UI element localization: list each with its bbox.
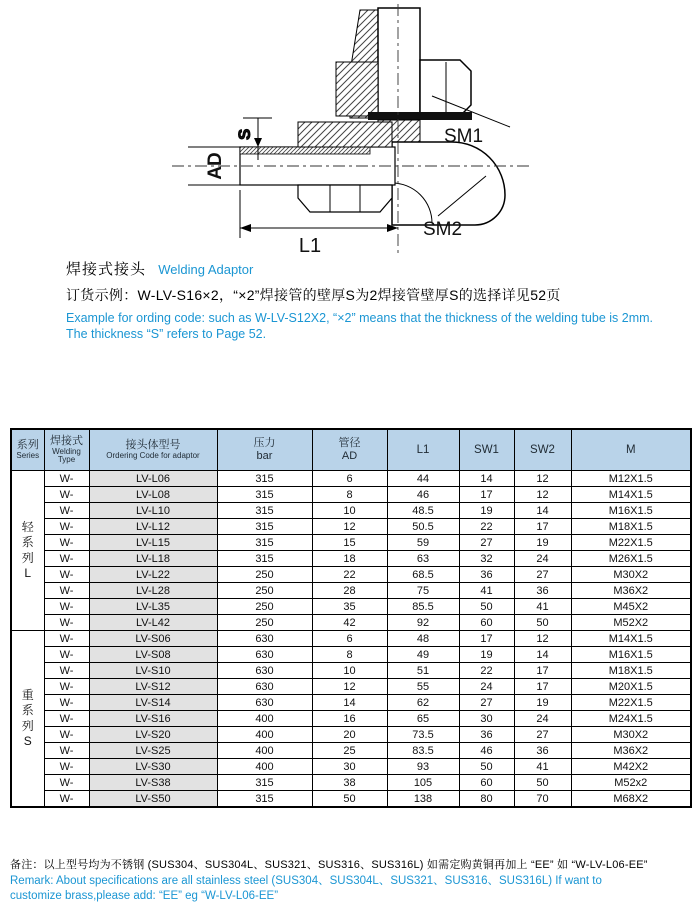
table-cell: 49: [387, 647, 459, 663]
order-example: 订货示例：W-LV-S16×2，“×2”焊接管的壁厚S为2焊接管壁厚S的选择详见52页: [66, 287, 561, 303]
spec-table-wrap: [10, 428, 692, 808]
elbow-corner: [392, 142, 505, 225]
table-cell: 24: [514, 711, 571, 727]
col-header-sw1: SW1: [459, 429, 514, 471]
table-cell: 12: [514, 487, 571, 503]
table-cell: 50: [514, 615, 571, 631]
table-cell: 92: [387, 615, 459, 631]
col-header-m: M: [571, 429, 691, 471]
spec-table-body: [11, 471, 691, 808]
table-row: [11, 647, 691, 663]
dim-label-l1: L1: [298, 235, 322, 257]
table-cell: 138: [387, 791, 459, 808]
table-cell: 315: [217, 535, 312, 551]
ordering-code-cell: LV-S06: [89, 631, 217, 647]
table-cell: 65: [387, 711, 459, 727]
table-cell: 93: [387, 759, 459, 775]
table-cell: W-: [44, 471, 89, 487]
ordering-code-cell: LV-L10: [89, 503, 217, 519]
table-cell: W-: [44, 551, 89, 567]
table-cell: M24X1.5: [571, 711, 691, 727]
table-cell: 315: [217, 551, 312, 567]
table-cell: W-: [44, 679, 89, 695]
ordering-code-cell: LV-S08: [89, 647, 217, 663]
col-header-sw2: SW2: [514, 429, 571, 471]
ordering-code-cell: LV-L06: [89, 471, 217, 487]
table-cell: 14: [514, 647, 571, 663]
table-cell: 17: [459, 487, 514, 503]
table-row: [11, 567, 691, 583]
table-cell: 51: [387, 663, 459, 679]
table-row: [11, 759, 691, 775]
table-cell: 41: [514, 759, 571, 775]
remark-en-line2: customize brass,please add: “EE” eg “W-LV-L06-EE”: [10, 890, 279, 903]
table-cell: 63: [387, 551, 459, 567]
table-row: [11, 551, 691, 567]
table-cell: 36: [459, 727, 514, 743]
table-row: [11, 775, 691, 791]
table-cell: M52X2: [571, 615, 691, 631]
ordering-code-cell: LV-S12: [89, 679, 217, 695]
table-row: [11, 791, 691, 808]
table-cell: 75: [387, 583, 459, 599]
remark-zh: 备注：以上型号均为不锈钢 (SUS304、SUS304L、SUS321、SUS316、SUS316L) 如需定购黄铜再加上 “EE” 如 “W-LV-L06-EE”: [10, 859, 648, 871]
table-cell: 55: [387, 679, 459, 695]
table-cell: 41: [459, 583, 514, 599]
table-cell: 85.5: [387, 599, 459, 615]
table-cell: M22X1.5: [571, 535, 691, 551]
ordering-code-cell: LV-L15: [89, 535, 217, 551]
table-cell: 27: [459, 535, 514, 551]
remark-block: [10, 856, 696, 904]
table-cell: W-: [44, 743, 89, 759]
dim-label-s: S: [235, 128, 254, 140]
table-row: [11, 487, 691, 503]
table-row: [11, 743, 691, 759]
table-cell: 400: [217, 711, 312, 727]
table-cell: W-: [44, 535, 89, 551]
ordering-code-cell: LV-L12: [89, 519, 217, 535]
table-cell: 315: [217, 791, 312, 808]
table-row: [11, 583, 691, 599]
table-cell: 30: [459, 711, 514, 727]
ordering-code-cell: LV-S25: [89, 743, 217, 759]
table-cell: 20: [312, 727, 387, 743]
table-cell: 14: [459, 471, 514, 487]
table-cell: M20X1.5: [571, 679, 691, 695]
label-sm2: SM2: [423, 219, 463, 240]
table-cell: 14: [514, 503, 571, 519]
table-row: [11, 535, 691, 551]
col-header-l1: L1: [387, 429, 459, 471]
order-example-en-line2: The thickness “S” refers to Page 52.: [66, 327, 267, 342]
technical-drawing: [0, 0, 698, 258]
table-cell: 6: [312, 631, 387, 647]
table-cell: 38: [312, 775, 387, 791]
col-header-series: 系列 Series: [11, 429, 44, 471]
table-cell: 315: [217, 471, 312, 487]
table-row: [11, 519, 691, 535]
table-cell: 250: [217, 567, 312, 583]
table-cell: 17: [514, 519, 571, 535]
table-row: [11, 711, 691, 727]
table-cell: M18X1.5: [571, 519, 691, 535]
series-label: 重 系 列 S: [11, 631, 44, 808]
ordering-code-cell: LV-L28: [89, 583, 217, 599]
table-cell: 24: [459, 679, 514, 695]
table-row: [11, 599, 691, 615]
table-cell: W-: [44, 567, 89, 583]
table-cell: 630: [217, 679, 312, 695]
table-cell: M22X1.5: [571, 695, 691, 711]
table-cell: W-: [44, 583, 89, 599]
table-cell: 27: [514, 727, 571, 743]
table-row: [11, 695, 691, 711]
table-cell: W-: [44, 599, 89, 615]
table-row: [11, 471, 691, 487]
ordering-code-cell: LV-L18: [89, 551, 217, 567]
table-cell: 630: [217, 663, 312, 679]
table-cell: 25: [312, 743, 387, 759]
table-cell: W-: [44, 775, 89, 791]
table-cell: M68X2: [571, 791, 691, 808]
table-cell: 630: [217, 647, 312, 663]
table-cell: 19: [459, 647, 514, 663]
table-cell: 16: [312, 711, 387, 727]
header-row: [11, 429, 691, 471]
ordering-code-cell: LV-S20: [89, 727, 217, 743]
table-cell: W-: [44, 711, 89, 727]
table-cell: M36X2: [571, 583, 691, 599]
table-cell: 73.5: [387, 727, 459, 743]
table-cell: M30X2: [571, 727, 691, 743]
table-cell: 630: [217, 695, 312, 711]
table-cell: 630: [217, 631, 312, 647]
table-row: [11, 727, 691, 743]
ordering-code-cell: LV-L22: [89, 567, 217, 583]
table-cell: M14X1.5: [571, 631, 691, 647]
table-cell: 50: [312, 791, 387, 808]
table-cell: 44: [387, 471, 459, 487]
title-en: Welding Adaptor: [158, 262, 254, 277]
table-cell: W-: [44, 631, 89, 647]
table-cell: 14: [312, 695, 387, 711]
table-cell: W-: [44, 487, 89, 503]
table-cell: M16X1.5: [571, 503, 691, 519]
ordering-code-cell: LV-L42: [89, 615, 217, 631]
order-example-en-line1: Example for ording code: such as W-LV-S12X2, “×2” means that the thickness of the welding tube is 2mm.: [66, 311, 653, 325]
col-header-ordering-code: 接头体型号 Ordering Code for adaptor: [89, 429, 217, 471]
table-cell: 10: [312, 503, 387, 519]
table-cell: M42X2: [571, 759, 691, 775]
table-cell: 48: [387, 631, 459, 647]
table-cell: 68.5: [387, 567, 459, 583]
table-cell: W-: [44, 663, 89, 679]
table-cell: 400: [217, 759, 312, 775]
ordering-code-cell: LV-S50: [89, 791, 217, 808]
table-cell: 24: [514, 551, 571, 567]
table-cell: 315: [217, 503, 312, 519]
table-cell: 19: [514, 535, 571, 551]
remark-en: [10, 874, 696, 904]
table-cell: 42: [312, 615, 387, 631]
label-sm1: SM1: [444, 126, 484, 147]
table-cell: M16X1.5: [571, 647, 691, 663]
remark-en-line1: Remark: About specifications are all stainless steel (SUS304、SUS304L、SUS321、SUS316、SUS316L) If want to: [10, 875, 602, 887]
table-cell: 32: [459, 551, 514, 567]
table-cell: W-: [44, 695, 89, 711]
table-cell: 70: [514, 791, 571, 808]
ordering-code-cell: LV-S38: [89, 775, 217, 791]
table-cell: 12: [514, 631, 571, 647]
col-header-diameter: 管径 AD: [312, 429, 387, 471]
ordering-code-cell: LV-L35: [89, 599, 217, 615]
table-cell: M12X1.5: [571, 471, 691, 487]
table-cell: 12: [312, 679, 387, 695]
table-cell: 50: [459, 759, 514, 775]
ordering-code-cell: LV-S14: [89, 695, 217, 711]
table-cell: 50: [514, 775, 571, 791]
order-example-en: [66, 310, 690, 343]
table-cell: 10: [312, 663, 387, 679]
dim-label-ad: AD: [205, 152, 227, 180]
table-cell: 80: [459, 791, 514, 808]
table-cell: 36: [459, 567, 514, 583]
table-cell: W-: [44, 647, 89, 663]
table-cell: 12: [312, 519, 387, 535]
table-cell: 36: [514, 743, 571, 759]
table-cell: 8: [312, 487, 387, 503]
table-cell: 17: [514, 663, 571, 679]
table-cell: 36: [514, 583, 571, 599]
table-cell: 250: [217, 615, 312, 631]
table-cell: 35: [312, 599, 387, 615]
table-row: [11, 631, 691, 647]
ordering-code-cell: LV-S16: [89, 711, 217, 727]
table-cell: 400: [217, 743, 312, 759]
table-cell: 46: [459, 743, 514, 759]
table-cell: 19: [459, 503, 514, 519]
table-cell: 22: [312, 567, 387, 583]
table-cell: 12: [514, 471, 571, 487]
table-cell: 62: [387, 695, 459, 711]
table-cell: 315: [217, 519, 312, 535]
table-cell: 27: [459, 695, 514, 711]
table-cell: 59: [387, 535, 459, 551]
col-header-welding-type: 焊接式 Welding Type: [44, 429, 89, 471]
table-cell: W-: [44, 615, 89, 631]
table-row: [11, 679, 691, 695]
table-cell: W-: [44, 503, 89, 519]
table-cell: 28: [312, 583, 387, 599]
table-cell: 400: [217, 727, 312, 743]
table-cell: 17: [514, 679, 571, 695]
table-cell: 6: [312, 471, 387, 487]
table-cell: M36X2: [571, 743, 691, 759]
table-cell: 250: [217, 583, 312, 599]
table-cell: 315: [217, 487, 312, 503]
table-cell: 41: [514, 599, 571, 615]
table-cell: W-: [44, 727, 89, 743]
table-cell: 18: [312, 551, 387, 567]
table-cell: M14X1.5: [571, 487, 691, 503]
title-zh: 焊接式接头: [66, 261, 147, 278]
table-cell: M30X2: [571, 567, 691, 583]
table-cell: 17: [459, 631, 514, 647]
table-cell: 8: [312, 647, 387, 663]
ordering-code-cell: LV-L08: [89, 487, 217, 503]
ordering-code-cell: LV-S10: [89, 663, 217, 679]
table-cell: 27: [514, 567, 571, 583]
table-cell: 46: [387, 487, 459, 503]
table-cell: W-: [44, 759, 89, 775]
table-cell: M52x2: [571, 775, 691, 791]
table-cell: 19: [514, 695, 571, 711]
table-cell: 105: [387, 775, 459, 791]
table-cell: 15: [312, 535, 387, 551]
table-cell: 50.5: [387, 519, 459, 535]
spec-table: [10, 428, 692, 808]
table-cell: 315: [217, 775, 312, 791]
table-row: [11, 615, 691, 631]
table-row: [11, 503, 691, 519]
table-cell: M26X1.5: [571, 551, 691, 567]
table-cell: 48.5: [387, 503, 459, 519]
table-cell: 30: [312, 759, 387, 775]
table-cell: 83.5: [387, 743, 459, 759]
intro-block: [66, 258, 690, 343]
table-cell: 50: [459, 599, 514, 615]
table-cell: 22: [459, 663, 514, 679]
table-cell: M18X1.5: [571, 663, 691, 679]
table-cell: 22: [459, 519, 514, 535]
col-header-pressure: 压力 bar: [217, 429, 312, 471]
table-cell: W-: [44, 791, 89, 808]
table-cell: 60: [459, 615, 514, 631]
table-cell: M45X2: [571, 599, 691, 615]
table-cell: 250: [217, 599, 312, 615]
table-row: [11, 663, 691, 679]
table-cell: 60: [459, 775, 514, 791]
ordering-code-cell: LV-S30: [89, 759, 217, 775]
table-cell: W-: [44, 519, 89, 535]
page-title: [66, 258, 690, 279]
series-label: 轻 系 列 L: [11, 471, 44, 631]
